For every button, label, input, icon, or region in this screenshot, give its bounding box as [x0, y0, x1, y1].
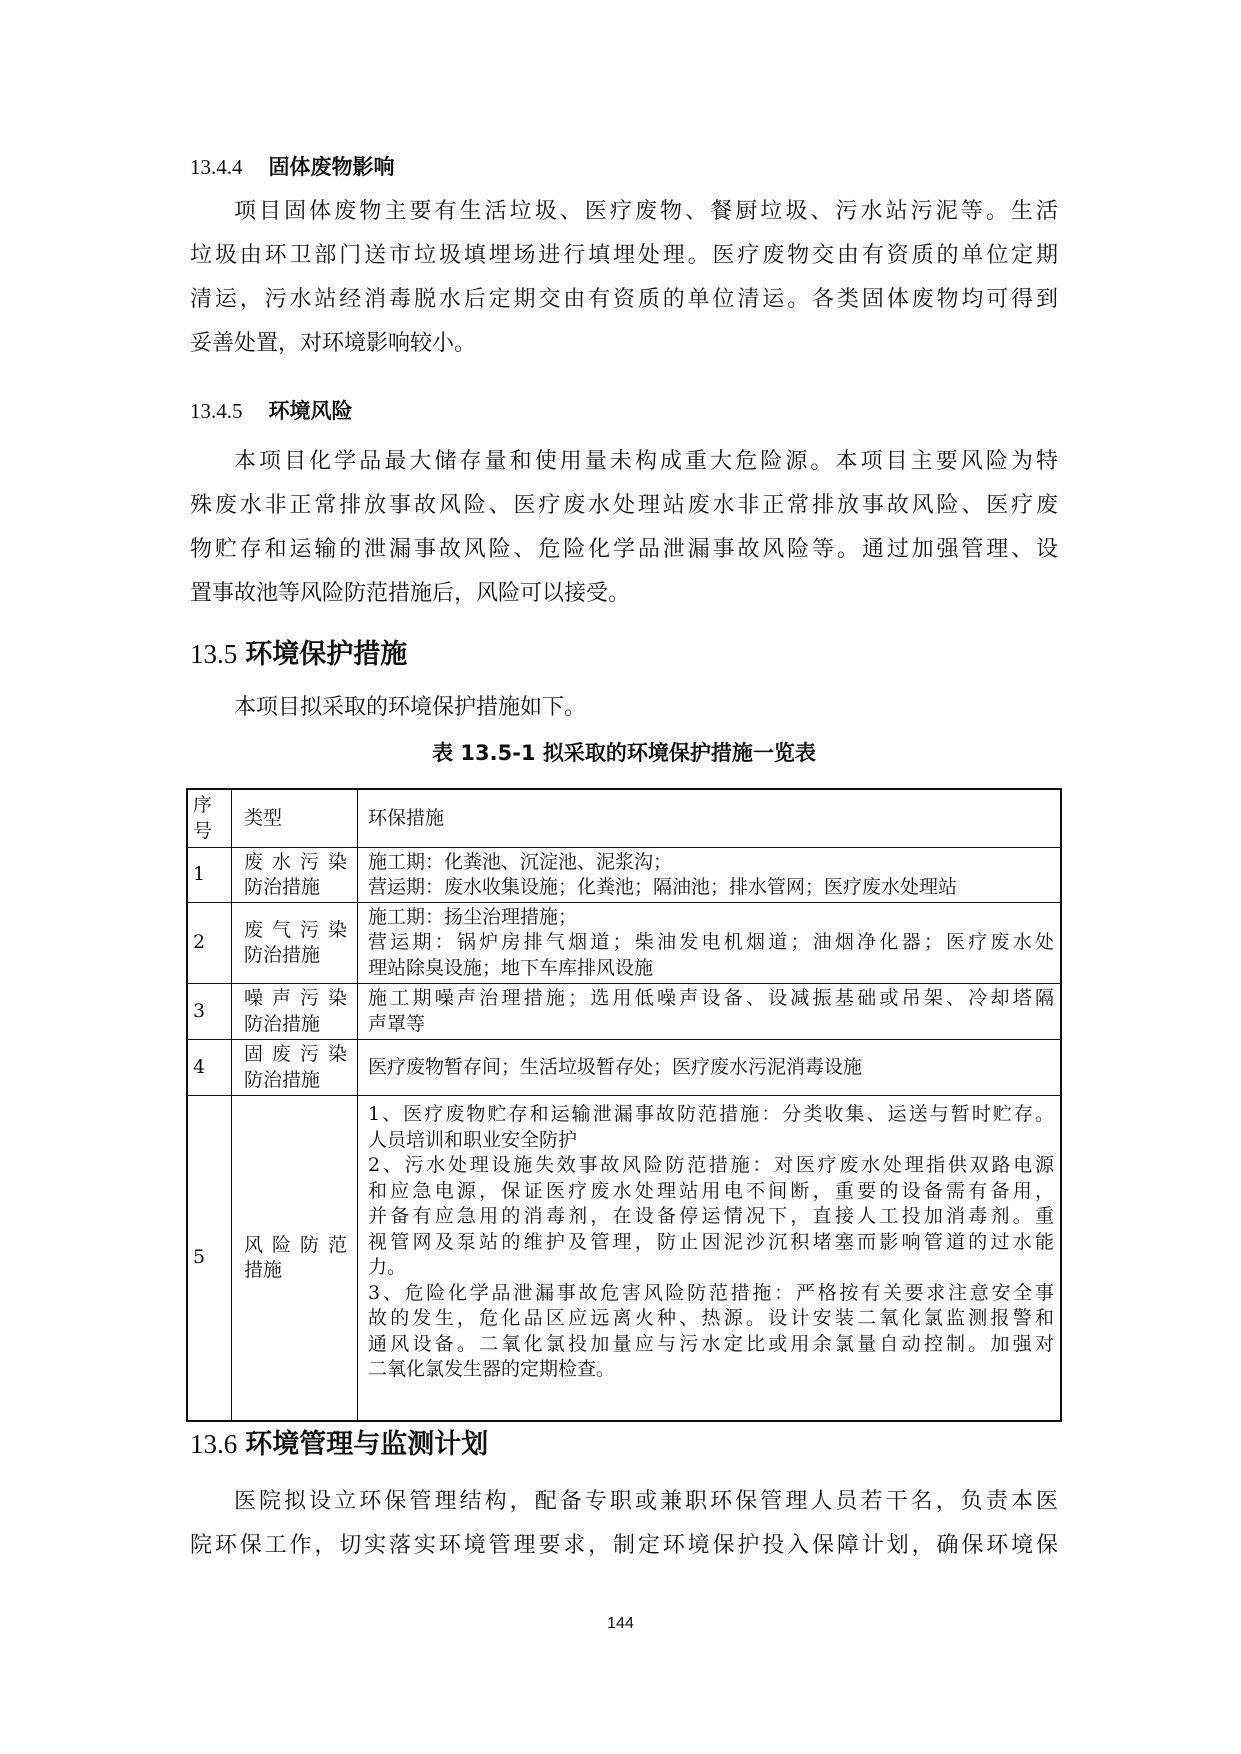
measure-line: 3、危险化学品泄漏事故危害风险防范措拖：严格按有关要求注意安全事 — [368, 1281, 1054, 1304]
row-index-cell — [188, 984, 232, 1039]
text-line: 殊废水非正常排放事故风险、医疗废水处理站废水非正常排放事故风险、医疗废 — [190, 493, 1058, 518]
row-type-cell — [232, 1096, 358, 1420]
table-row — [188, 984, 1060, 1040]
text-line: 物贮存和运输的泄漏事故风险、危险化学品泄漏事故风险等。通过加强管理、设 — [190, 537, 1058, 562]
table-row — [188, 848, 1060, 903]
measure-line: 营运期：废水收集设施；化粪池；隔油池；排水管网；医疗废水处理站 — [368, 876, 958, 898]
row-type-cell — [232, 848, 358, 902]
section-number: 13.4.4 — [190, 155, 243, 179]
measure-line: 通风设备。二氧化氯投加量应与污水定比或用余氯量自动控制。加强对 — [368, 1332, 1054, 1355]
section-heading-13-4-4 — [190, 152, 395, 182]
section-number: 13.4.5 — [190, 399, 243, 423]
table-row — [188, 1040, 1060, 1096]
paragraph-13-5-intro — [190, 686, 1058, 730]
measure-line: 理站除臭设施；地下车库排风设施 — [368, 956, 654, 979]
measure-line: 并备有应急用的消毒剂，在设备停运情况下，直接人工投加消毒剂。重 — [368, 1205, 1054, 1227]
measure-line: 二氧化氯发生器的定期检查。 — [368, 1358, 616, 1380]
measure-line: 视管网及泵站的维护及管理，防止因泥沙沉积堵塞而影响管道的过水能 — [368, 1230, 1054, 1253]
section-title: 环境管理与监测计划 — [245, 1429, 489, 1460]
header-text: 序 — [193, 794, 213, 816]
header-text: 类型 — [244, 806, 283, 829]
text-line: 本项目拟采取的环境保护措施如下。 — [234, 695, 587, 720]
measure-line: 施工期：扬尘治理措施； — [368, 905, 578, 928]
paragraph-13-6 — [190, 1480, 1058, 1568]
row-measures-cell — [358, 1096, 1060, 1420]
text-line: 妥善处置，对环境影响较小。 — [190, 331, 477, 356]
table-header-row — [188, 790, 1060, 848]
text-line: 清运，污水站经消毒脱水后定期交由有资质的单位清运。各类固体废物均可得到 — [190, 287, 1058, 312]
measure-line: 和应急电源，保证医疗废水处理站用电不间断，重要的设备需有备用， — [368, 1179, 1054, 1202]
row-type-text: 防治措施 — [244, 944, 321, 966]
row-measures-cell — [358, 984, 1060, 1039]
section-title: 环境风险 — [268, 399, 353, 423]
measure-line: 2、污水处理设施失效事故风险防范措施：对医疗废水处理指供双路电源 — [368, 1154, 1054, 1176]
row-type-text: 措施 — [244, 1259, 283, 1281]
measure-line: 施工期：化粪池、沉淀池、泥浆沟； — [368, 850, 673, 873]
row-type-text: 防治措施 — [244, 1012, 321, 1035]
row-index: 2 — [193, 931, 206, 954]
text-line: 本项目化学品最大储存量和使用量未构成重大危险源。本项目主要风险为特 — [234, 449, 1058, 474]
section-title: 环境保护措施 — [245, 639, 408, 670]
measure-line: 力。 — [368, 1256, 407, 1278]
measures-table — [186, 788, 1062, 1422]
row-type-text: 风险防范 — [244, 1233, 347, 1256]
measure-line: 故的发生，危化品区应远离火种、热源。设计安装二氧化氯监测报警和 — [368, 1307, 1054, 1329]
text-line: 项目固体废物主要有生活垃圾、医疗废物、餐厨垃圾、污水站污泥等。生活 — [234, 199, 1058, 224]
row-measures-cell — [358, 903, 1060, 983]
measure-line: 医疗废物暂存间；生活垃圾暂存处；医疗废水污泥消毒设施 — [368, 1055, 863, 1078]
text-line: 垃圾由环卫部门送市垃圾填埋场进行填埋处理。医疗废物交由有资质的单位定期 — [190, 243, 1058, 268]
row-index-cell — [188, 1040, 232, 1095]
row-index: 4 — [193, 1055, 206, 1078]
section-heading-13-5 — [190, 636, 407, 673]
page-number: 144 — [607, 1615, 634, 1632]
row-measures-cell — [358, 1040, 1060, 1095]
text-line: 院环保工作，切实落实环境管理要求，制定环境保护投入保障计划，确保环境保 — [190, 1533, 1058, 1558]
table-caption: 表 13.5-1 拟采取的环境保护措施一览表 — [432, 741, 816, 765]
row-type-text: 废水污染 — [244, 850, 347, 873]
measure-line: 声罩等 — [368, 1012, 426, 1035]
header-text: 环保措施 — [368, 806, 445, 829]
section-number: 13.6 — [190, 1429, 238, 1459]
section-heading-13-6 — [190, 1426, 488, 1463]
header-text: 号 — [193, 819, 213, 842]
header-cell-measures — [358, 790, 1060, 847]
row-index-cell — [188, 1096, 232, 1420]
text-line: 医院拟设立环保管理结构，配备专职或兼职环保管理人员若干名，负责本医 — [234, 1489, 1058, 1514]
table-row — [188, 1096, 1060, 1420]
section-number: 13.5 — [190, 639, 238, 669]
row-type-cell — [232, 903, 358, 983]
row-type-text: 噪声污染 — [244, 987, 347, 1009]
paragraph-solid-waste — [190, 190, 1058, 366]
row-type-text: 防治措施 — [244, 876, 321, 898]
row-type-text: 防治措施 — [244, 1068, 321, 1091]
row-index: 3 — [193, 999, 206, 1022]
row-index: 5 — [193, 1246, 206, 1269]
paragraph-environment-risk — [190, 440, 1058, 616]
row-type-text: 废气污染 — [244, 918, 347, 941]
measure-line: 营运期：锅炉房排气烟道；柴油发电机烟道；油烟净化器；医疗废水处 — [368, 931, 1054, 954]
header-cell-type — [232, 790, 358, 847]
table-row — [188, 903, 1060, 984]
row-index-cell — [188, 848, 232, 902]
section-title: 固体废物影响 — [268, 155, 395, 179]
row-type-cell — [232, 984, 358, 1039]
row-measures-cell — [358, 848, 1060, 902]
section-heading-13-4-5 — [190, 396, 353, 426]
row-type-text: 固废污染 — [244, 1043, 347, 1065]
header-cell-index — [188, 790, 232, 847]
row-type-cell — [232, 1040, 358, 1095]
measure-line: 施工期噪声治理措施；选用低噪声设备、设减振基础或吊架、冷却塔隔 — [368, 987, 1054, 1009]
measure-line: 1、医疗废物贮存和运输泄漏事故防范措施：分类收集、运送与暂时贮存。 — [368, 1103, 1054, 1125]
text-line: 置事故池等风险防范措施后，风险可以接受。 — [190, 581, 631, 606]
row-index: 1 — [193, 863, 206, 886]
measure-line: 人员培训和职业安全防护 — [368, 1128, 578, 1151]
row-index-cell — [188, 903, 232, 983]
